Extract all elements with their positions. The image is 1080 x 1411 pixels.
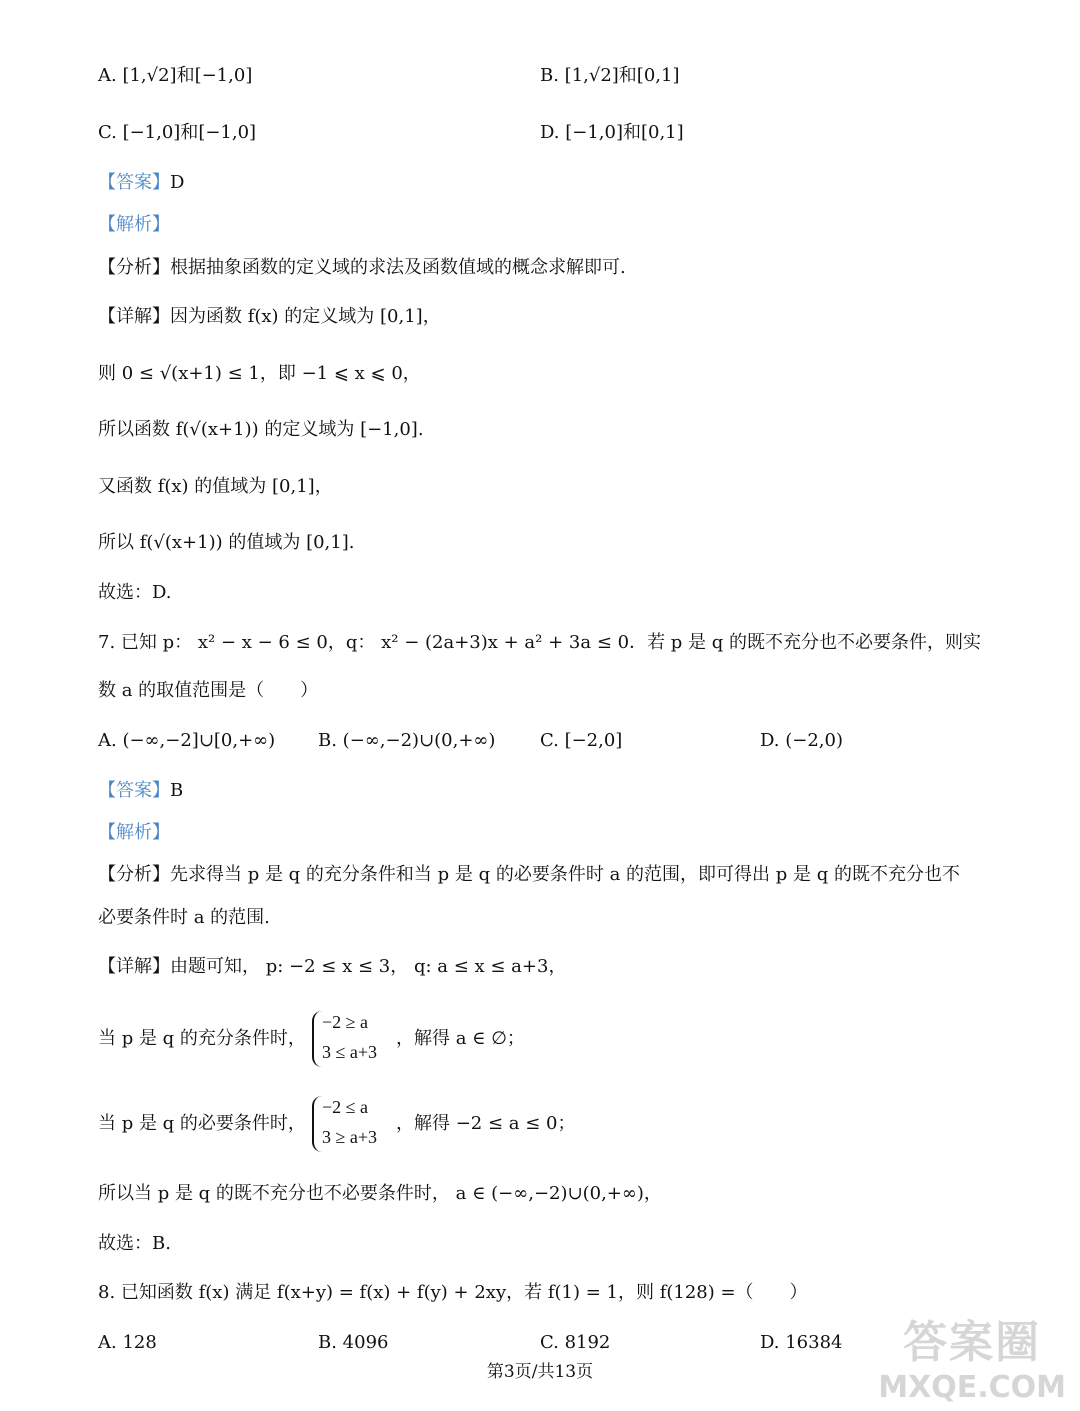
q7-choice: 故选：B. (98, 1233, 171, 1254)
q7-xiangjie: 【详解】由题可知， p: −2 ≤ x ≤ 3， q: a ≤ x ≤ a+3， (98, 956, 567, 977)
q8-option-b: B. 4096 (318, 1332, 389, 1353)
q8-option-c: C. 8192 (540, 1332, 611, 1353)
q7-case2-system (322, 1092, 377, 1152)
q6-analysis-tag: 【解析】 (98, 214, 170, 235)
q7-option-c: C. [−2,0] (540, 730, 623, 751)
q7-stem-line1: 7. 已知 p： x² − x − 6 ≤ 0，q： x² − (2a+3)x + a² + 3a ≤ 0．若 p 是 q 的既不充分也不必要条件，则实 (98, 632, 981, 653)
q7-analysis-tag: 【解析】 (98, 822, 170, 843)
q6-step-1: 则 0 ≤ √(x+1) ≤ 1，即 −1 ⩽ x ⩽ 0， (98, 363, 421, 384)
q6-fenxi: 【分析】根据抽象函数的定义域的求法及函数值域的概念求解即可. (98, 257, 626, 278)
q7-option-b: B. (−∞,−2)∪(0,+∞) (318, 730, 496, 751)
q6-answer-line (98, 169, 184, 197)
q6-choice: 故选：D. (98, 582, 172, 603)
q7-stem-line2: 数 a 的取值范围是（ ） (98, 680, 319, 701)
q6-step-4: 所以 f(√(x+1)) 的值域为 [0,1]. (98, 532, 355, 553)
q8-option-a: A. 128 (98, 1332, 157, 1353)
q7-case2-result: ，解得 −2 ≤ a ≤ 0； (396, 1113, 576, 1134)
answer-tag: 【答案】 (98, 780, 170, 801)
q6-step-3: 又函数 f(x) 的值域为 [0,1]， (98, 476, 333, 497)
q8-stem: 8. 已知函数 f(x) 满足 f(x+y) = f(x) + f(y) + 2xy，若 f(1) = 1，则 f(128) =（ ） (98, 1282, 808, 1303)
q7-conclusion: 所以当 p 是 q 的既不充分也不必要条件时， a ∈ (−∞,−2)∪(0,+∞)， (98, 1183, 662, 1204)
watermark-logo (878, 1306, 1066, 1405)
q7-case1-system (322, 1007, 377, 1067)
q6-option-b: B. [1,√2]和[0,1] (540, 65, 680, 86)
q6-option-d: D. [−1,0]和[0,1] (540, 122, 684, 143)
system-row: 3 ≤ a+3 (322, 1042, 378, 1062)
q7-option-a: A. (−∞,−2]∪[0,+∞) (98, 730, 276, 751)
q6-step-2: 所以函数 f(√(x+1)) 的定义域为 [−1,0]. (98, 419, 424, 440)
q6-option-c: C. [−1,0]和[−1,0] (98, 122, 257, 143)
answer-tag: 【答案】 (98, 172, 170, 193)
q7-case1-text: 当 p 是 q 的充分条件时， (98, 1028, 306, 1049)
q8-option-d: D. 16384 (760, 1332, 843, 1353)
q6-answer: D (170, 172, 185, 193)
system-row: −2 ≥ a (322, 1012, 369, 1032)
watermark-title: 答案圈 (903, 1317, 1042, 1368)
q7-answer: B (170, 780, 184, 801)
system-row: −2 ≤ a (322, 1097, 369, 1117)
watermark-url: MXQE.COM (878, 1370, 1066, 1405)
q7-fenxi-line1: 【分析】先求得当 p 是 q 的充分条件和当 p 是 q 的必要条件时 a 的范围，即可得出 p 是 q 的既不充分也不 (98, 864, 960, 885)
q6-option-a: A. [1,√2]和[−1,0] (98, 65, 253, 86)
q7-option-d: D. (−2,0) (760, 730, 843, 751)
q7-answer-line (98, 777, 183, 805)
system-row: 3 ≥ a+3 (322, 1127, 378, 1147)
q7-case2-text: 当 p 是 q 的必要条件时， (98, 1113, 306, 1134)
page-footer: 第3页/共13页 (486, 1362, 594, 1382)
q7-fenxi-line2: 必要条件时 a 的范围. (98, 907, 270, 928)
q6-xiangjie: 【详解】因为函数 f(x) 的定义域为 [0,1]， (98, 306, 441, 327)
q7-case1-result: ，解得 a ∈ ∅； (396, 1028, 525, 1049)
